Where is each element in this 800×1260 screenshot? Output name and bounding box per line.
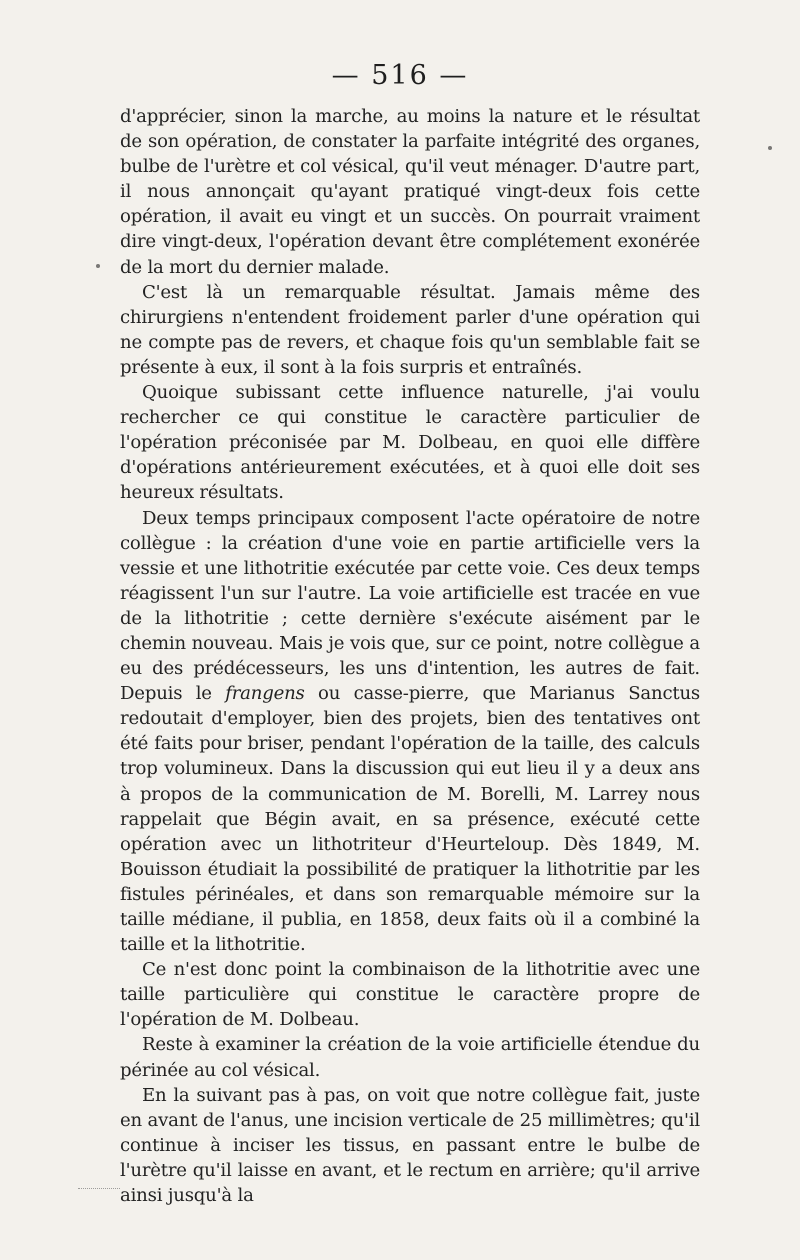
paragraph-4-text-before: Deux temps principaux composent l'acte opératoire de notre collègue : la création d'une voie en partie artificielle vers la vessie et une lithotritie exécutée par cette voie. Ces deux temps réagissent l'un sur l'autre. La voie artificielle est tracée en vue de la lithotritie ; cette dernière s'exécute aisément par le chemin nouveau. Mais je vois que, sur ce point, notre collègue a eu des prédécesseurs, les uns d'intention, les autres de fait. Depuis le (120, 507, 700, 705)
paragraph-5: Ce n'est donc point la combinaison de la lithotritie avec une taille particulière qui constitue le caractère propre de l'opération de M. Dolbeau. (120, 959, 700, 1031)
margin-smudge (78, 1188, 120, 1189)
body-text (120, 104, 700, 1208)
margin-speck (96, 264, 100, 268)
paragraph-4-italic-term: frangens (225, 683, 305, 705)
page-number: — 516 — (331, 60, 469, 91)
paragraph-3: Quoique subissant cette influence naturelle, j'ai voulu rechercher ce qui constitue le caractère particulier de l'opération préconisée par M. Dolbeau, en quoi elle diffère d'opérations antérieurement exécutées, et à quoi elle doit ses heureux résultats. (120, 382, 700, 504)
margin-speck (768, 146, 772, 150)
paragraph-4 (120, 506, 700, 958)
paragraph-2: C'est là un remarquable résultat. Jamais même des chirurgiens n'entendent froidement parler d'une opération qui ne compte pas de revers, et chaque fois qu'un semblable fait se présente à eux, il sont à la fois surpris et entraînés. (120, 281, 700, 378)
paragraph-6: Reste à examiner la création de la voie artificielle étendue du périnée au col vésical. (120, 1034, 700, 1081)
paragraph-7: En la suivant pas à pas, on voit que notre collègue fait, juste en avant de l'anus, une incision verticale de 25 millimètres; qu'il continue à inciser les tissus, en passant entre le bulbe de l'urètre qu'il laisse en avant, et le rectum en arrière; qu'il arrive ainsi jusqu'à la (120, 1084, 700, 1207)
paragraph-4-text-after: ou casse-pierre, que Marianus Sanctus redoutait d'employer, bien des projets, bien des tentatives ont été faits pour briser, pendant l'opération de la taille, des calculs trop volumineux. Dans la discussion qui eut lieu il y a deux ans à propos de la communication de M. Borelli, M. Larrey nous rappelait que Bégin avait, en sa présence, exécuté cette opération avec un lithotriteur d'Heurteloup. Dès 1849, M. Bouisson étudiait la possibilité de pratiquer la lithotritie par les fistules périnéales, et dans son remarquable mémoire sur la taille médiane, il publia, en 1858, deux faits où il a combiné la taille et la lithotritie. (120, 683, 700, 956)
paragraph-1: d'apprécier, sinon la marche, au moins la nature et le résultat de son opération, de constater la parfaite intégrité des organes, bulbe de l'urètre et col vésical, qu'il veut ménager. D'autre part, il nous annonçait qu'ayant pratiqué vingt-deux fois cette opération, il avait eu vingt et un succès. On pourrait vraiment dire vingt-deux, l'opération devant être complétement exonérée de la mort du dernier malade. (120, 106, 700, 278)
